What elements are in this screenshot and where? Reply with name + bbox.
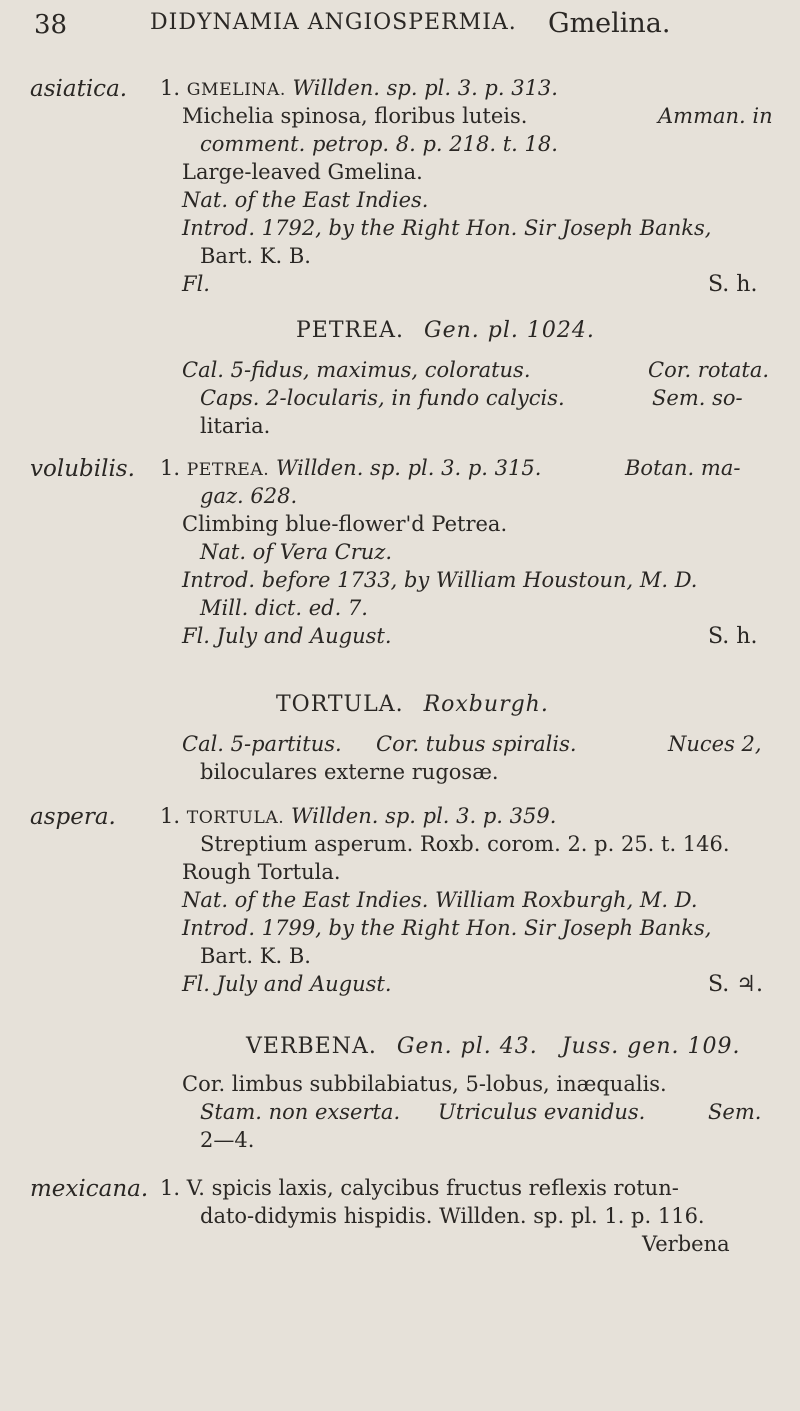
habit: S. h. bbox=[708, 272, 758, 297]
genus-title: VERBENA. bbox=[246, 1034, 377, 1059]
seed-cont: 2—4. bbox=[200, 1128, 255, 1152]
authority-2: Botan. ma- bbox=[625, 456, 741, 480]
page-number: 38 bbox=[34, 10, 68, 40]
native-of: Nat. of the East Indies. bbox=[182, 188, 429, 212]
reference-line: gaz. 628. bbox=[200, 484, 298, 508]
species-epithet: mexicana. bbox=[30, 1176, 149, 1202]
stamen-line bbox=[200, 1100, 762, 1124]
genus-ref-2: Juss. gen. 109. bbox=[561, 1034, 741, 1059]
nuts: Nuces 2, bbox=[668, 732, 762, 756]
native-of: Nat. of the East Indies. William Roxburgh, M. D. bbox=[182, 888, 698, 912]
calyx: Cal. 5-partitus. bbox=[182, 732, 342, 756]
introduced: Introd. 1799, by the Right Hon. Sir Joseph Banks, bbox=[182, 916, 712, 940]
habit: S. h. bbox=[708, 624, 758, 649]
common-name: Large-leaved Gmelina. bbox=[182, 160, 423, 184]
genus-name: TORTULA. bbox=[186, 808, 285, 828]
introduced-cont: Mill. dict. ed. 7. bbox=[200, 596, 368, 620]
calyx: Cal. 5-fidus, maximus, coloratus. bbox=[182, 358, 531, 382]
genus-ref: Gen. pl. 1024. bbox=[424, 318, 595, 343]
common-name: Rough Tortula. bbox=[182, 860, 341, 884]
genus-ref: Gen. pl. 43. bbox=[396, 1034, 538, 1059]
calyx-line bbox=[182, 732, 762, 756]
flowering: Fl. July and August. bbox=[182, 624, 392, 648]
running-title: DIDYNAMIA ANGIOSPERMIA. bbox=[150, 10, 517, 35]
running-header bbox=[0, 8, 800, 48]
species-epithet: volubilis. bbox=[30, 456, 135, 482]
species-epithet: aspera. bbox=[30, 804, 116, 830]
catchword: Verbena bbox=[642, 1232, 730, 1256]
capsule-line bbox=[200, 386, 743, 410]
corolla-line: Cor. limbus subbilabiatus, 5-lobus, inæqualis. bbox=[182, 1072, 667, 1096]
synonym-line bbox=[182, 104, 773, 128]
genus-title: PETREA. bbox=[296, 318, 405, 343]
introduced: Introd. 1792, by the Right Hon. Sir Joseph Banks, bbox=[182, 216, 712, 240]
diagnosis-cont: dato-didymis hispidis. Willden. sp. pl. 1. p. 116. bbox=[200, 1204, 705, 1228]
diagnosis: V. spicis laxis, calycibus fructus reflexis rotun- bbox=[186, 1176, 679, 1200]
genus-heading bbox=[246, 1034, 741, 1059]
calyx-line bbox=[182, 358, 770, 382]
authority: Willden. sp. pl. 3. p. 359. bbox=[290, 804, 557, 828]
reference-line: comment. petrop. 8. p. 218. t. 18. bbox=[200, 132, 558, 156]
synonym-ref: Amman. in bbox=[658, 104, 773, 128]
capsule: Caps. 2-locularis, in fundo calycis. bbox=[200, 386, 565, 410]
running-genus: Gmelina. bbox=[548, 8, 671, 39]
genus-name: PETREA. bbox=[186, 460, 270, 480]
synonym: Michelia spinosa, floribus luteis. bbox=[182, 104, 528, 128]
entry-number: 1. bbox=[160, 456, 181, 480]
entry-first-line bbox=[160, 78, 558, 99]
corolla: Cor. rotata. bbox=[648, 358, 770, 382]
entry-first-line bbox=[160, 458, 541, 479]
introduced-cont: Bart. K. B. bbox=[200, 244, 311, 268]
flowering: Fl. July and August. bbox=[182, 972, 392, 996]
synonym: Streptium asperum. Roxb. corom. 2. p. 25. t. 146. bbox=[200, 832, 730, 856]
stamens: Stam. non exserta. bbox=[200, 1100, 401, 1124]
flowering: Fl. bbox=[182, 272, 210, 296]
native-of: Nat. of Vera Cruz. bbox=[200, 540, 393, 564]
authority: Willden. sp. pl. 3. p. 313. bbox=[292, 76, 558, 100]
entry-number: 1. bbox=[160, 1176, 181, 1200]
corolla: Cor. tubus spiralis. bbox=[376, 732, 577, 756]
seed: Sem. so- bbox=[652, 386, 743, 410]
genus-name: GMELINA. bbox=[186, 80, 286, 100]
species-epithet: asiatica. bbox=[30, 76, 128, 102]
nuts-cont: biloculares externe rugosæ. bbox=[200, 760, 499, 784]
habit: S. ♃. bbox=[708, 972, 763, 997]
seed: Sem. bbox=[708, 1100, 762, 1124]
genus-ref: Roxburgh. bbox=[423, 692, 549, 717]
genus-heading bbox=[276, 692, 549, 717]
common-name: Climbing blue-flower'd Petrea. bbox=[182, 512, 508, 536]
utricle: Utriculus evanidus. bbox=[438, 1100, 646, 1124]
introduced-cont: Bart. K. B. bbox=[200, 944, 311, 968]
genus-title: TORTULA. bbox=[276, 692, 404, 717]
entry-number: 1. bbox=[160, 804, 181, 828]
authority: Willden. sp. pl. 3. p. 315. bbox=[275, 456, 542, 480]
entry-first-line bbox=[160, 1178, 679, 1199]
seed-cont: litaria. bbox=[200, 414, 271, 438]
genus-heading bbox=[296, 318, 595, 343]
entry-number: 1. bbox=[160, 76, 181, 100]
entry-first-line bbox=[160, 806, 556, 827]
introduced: Introd. before 1733, by William Houstoun, M. D. bbox=[182, 568, 698, 592]
